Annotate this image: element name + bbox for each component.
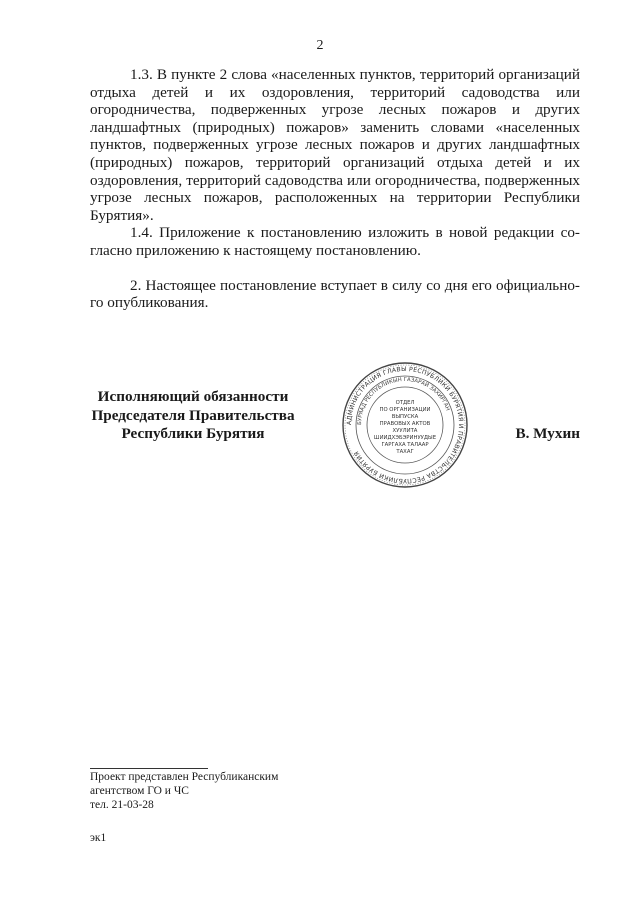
signatory-name: В. Мухин: [515, 425, 580, 442]
footnote: [90, 771, 278, 812]
seal-center-line: ОТДЕЛ: [395, 400, 415, 406]
seal-center-line: ПРАВОВЫХ АКТОВ: [379, 421, 431, 427]
paragraph-2: 2. Настоящее постановление вступает в силу со дня его официально-го опубликования.: [90, 276, 580, 312]
seal-center-line: ГАРГАХА ТАЛААР: [381, 442, 429, 448]
seal-inner-text: БУРЯАД РЕСПУБЛИКЫН ГАЗАРАЙ ЗАХИРГАН: [356, 376, 451, 426]
seal-center-line: ПО ОРГАНИЗАЦИИ: [379, 407, 431, 413]
document-body: [90, 66, 580, 312]
footnote-line: тел. 21-03-28: [90, 798, 154, 811]
signatory-title-line: Председателя Правительства: [91, 406, 295, 424]
paragraph-1-3: 1.3. В пункте 2 слова «населенных пунктов, территорий организаций отдыха детей и их оздоровления, территорий садоводства или огородничества, подверженных угрозе лесных пожаров и других ландшафтных (природных) пожаров» заменить словами «населенных пунктов, подверженных угрозе лесных пожаров и других ландшафтных (природных) пожаров, территорий организаций отдыха детей и их оздоровления, территорий садоводства или огородничества, подверженных угрозе лесных пожаров, расположенных на территории Республики Бурятия».: [90, 66, 580, 224]
official-seal: [340, 360, 470, 490]
footnote-line: агентством ГО и ЧС: [90, 784, 189, 797]
seal-outer-text: АДМИНИСТРАЦИЯ ГЛАВЫ РЕСПУБЛИКИ БУРЯТИЯ И ПРАВИТЕЛЬСТВА РЕСПУБЛИКИ БУРЯТИЯ: [345, 365, 465, 485]
signatory-title-line: Исполняющий обязанности: [97, 388, 289, 405]
footnote-line: Проект представлен Республиканским: [90, 771, 279, 783]
signatory-title-line: Республики Бурятия: [121, 425, 265, 442]
page-number: 2: [316, 38, 324, 53]
seal-center-line: ХУУЛИТА: [392, 428, 418, 434]
seal-center-line: ШИИДХЭБЭРИНУУДЫЕ: [373, 435, 437, 441]
paragraph-1-4: 1.4. Приложение к постановлению изложить в новой редакции со-гласно приложению к настоящему постановлению.: [90, 224, 580, 259]
seal-center-line: ТАХАГ: [396, 449, 414, 455]
document-code: эк1: [90, 832, 107, 844]
signatory-title: [84, 388, 302, 444]
footnote-divider: [90, 768, 208, 769]
seal-center-line: ВЫПУСКА: [391, 414, 419, 420]
